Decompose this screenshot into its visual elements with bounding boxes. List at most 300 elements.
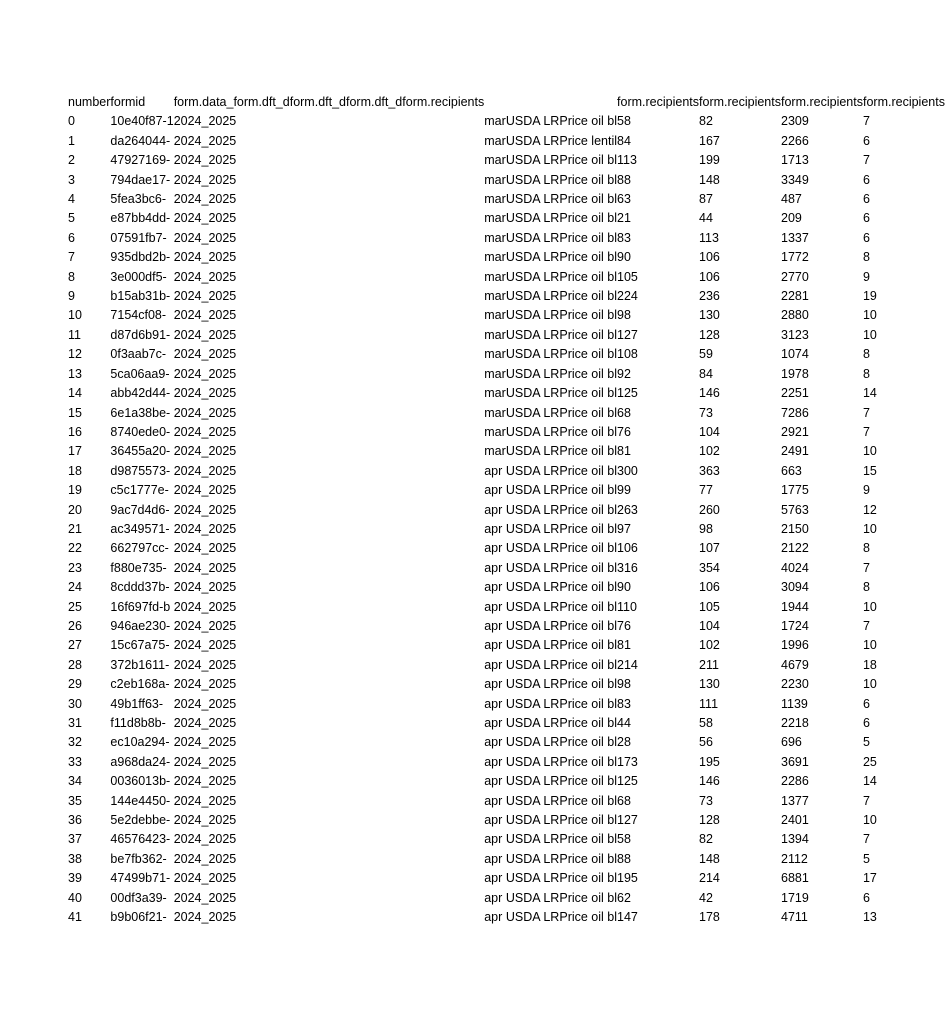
recipients-cell[interactable]: 7 [862,424,870,439]
number-cell[interactable]: 18 [68,463,82,478]
recipients-cell[interactable]: 110 [617,599,637,614]
recipients-cell[interactable]: 7286 [781,405,809,420]
recipients-cell[interactable]: 106 [617,541,638,556]
recipients-cell[interactable]: 82 [699,114,713,129]
period-cell[interactable]: 2024_2025 [173,211,237,226]
number-cell[interactable]: 7 [68,250,75,265]
formid-cell[interactable]: ec10a294- [110,735,170,750]
recipients-cell[interactable]: 104 [699,618,720,633]
program-cell[interactable]: USDA LRP [505,890,568,905]
recipients-cell[interactable]: 5 [862,851,870,866]
recipients-cell[interactable]: 211 [699,657,719,672]
month-cell[interactable]: mar [484,133,506,148]
commodity-cell[interactable]: rice oil bl [567,192,618,207]
formid-cell[interactable]: 36455a20- [110,444,171,459]
recipients-cell[interactable]: 44 [617,716,631,730]
period-cell[interactable]: 2024_2025 [173,366,237,381]
recipients-cell[interactable]: 9 [862,483,870,498]
recipients-cell[interactable]: 83 [617,230,631,245]
column-header[interactable]: form.recipients [862,95,945,109]
recipients-cell[interactable]: 147 [617,910,638,925]
formid-cell[interactable]: 0f3aab7c- [110,347,167,362]
period-cell[interactable]: 2024_2025 [173,618,237,633]
period-cell[interactable]: 2024_2025 [173,269,237,284]
recipients-cell[interactable]: 62 [617,890,631,905]
period-cell[interactable]: 2024_2025 [173,502,237,517]
commodity-cell[interactable]: rice oil bl [567,851,618,866]
number-cell[interactable]: 20 [68,502,82,517]
formid-cell[interactable]: 662797cc- [110,541,169,556]
recipients-cell[interactable]: 73 [699,405,713,420]
period-cell[interactable]: 2024_2025 [173,871,237,886]
recipients-cell[interactable]: 18 [862,657,877,672]
number-cell[interactable]: 21 [68,521,82,536]
number-cell[interactable]: 28 [68,657,82,672]
period-cell[interactable]: 2024_2025 [173,405,237,420]
month-cell[interactable]: apr [484,541,503,556]
column-header[interactable]: form.data_form.dft_dform.dft_dform.dft_dform.recipients [173,95,485,109]
period-cell[interactable]: 2024_2025 [173,696,237,711]
period-cell[interactable]: 2024_2025 [173,424,237,439]
commodity-cell[interactable]: rice oil bl [567,580,618,595]
column-header[interactable] [568,93,617,112]
recipients-cell[interactable]: 2150 [781,521,809,536]
month-cell[interactable]: apr [484,774,503,789]
formid-cell[interactable]: 47499b71- [110,871,171,886]
commodity-cell[interactable]: rice oil bl [567,677,618,692]
recipients-cell[interactable]: 6 [862,716,870,730]
recipients-cell[interactable]: 6 [862,133,870,148]
period-cell[interactable]: 2024_2025 [173,133,237,148]
period-cell[interactable]: 2024_2025 [173,192,237,207]
number-cell[interactable]: 9 [68,289,75,304]
recipients-cell[interactable]: 8 [862,541,870,556]
recipients-cell[interactable]: 127 [617,327,638,342]
number-cell[interactable]: 22 [68,541,82,556]
month-cell[interactable]: mar [484,269,506,284]
recipients-cell[interactable]: 7 [862,832,870,847]
recipients-cell[interactable]: 696 [781,735,802,750]
program-cell[interactable]: USDA LRP [505,269,568,284]
number-cell[interactable]: 26 [68,618,82,633]
commodity-cell[interactable]: rice oil bl [567,327,618,342]
recipients-cell[interactable]: 68 [617,793,631,808]
commodity-cell[interactable]: rice oil bl [567,114,618,129]
period-cell[interactable]: 2024_2025 [173,599,237,614]
period-cell[interactable]: 2024_2025 [173,754,237,769]
program-cell[interactable]: USDA LRP [505,289,568,304]
recipients-cell[interactable]: 8 [862,580,870,595]
period-cell[interactable]: 2024_2025 [173,657,237,672]
commodity-cell[interactable]: rice oil bl [567,250,618,265]
number-cell[interactable]: 27 [68,638,82,653]
recipients-cell[interactable]: 4679 [781,657,809,672]
period-cell[interactable]: 2024_2025 [173,910,237,925]
program-cell[interactable]: USDA LRP [505,735,568,750]
program-cell[interactable]: USDA LRP [505,560,568,575]
recipients-cell[interactable]: 487 [781,192,802,207]
commodity-cell[interactable]: rice oil bl [567,910,618,925]
number-cell[interactable]: 13 [68,366,82,381]
period-cell[interactable]: 2024_2025 [173,386,237,401]
commodity-cell[interactable]: rice oil bl [567,424,618,439]
recipients-cell[interactable]: 104 [699,424,720,439]
number-cell[interactable]: 36 [68,813,82,828]
recipients-cell[interactable]: 14 [862,774,877,789]
commodity-cell[interactable]: rice oil bl [567,211,618,226]
program-cell[interactable]: USDA LRP [505,483,568,498]
recipients-cell[interactable]: 4024 [781,560,809,575]
program-cell[interactable]: USDA LRP [505,463,568,478]
period-cell[interactable]: 2024_2025 [173,444,237,459]
formid-cell[interactable]: 0036013b- [110,774,171,789]
program-cell[interactable]: USDA LRP [505,386,568,401]
recipients-cell[interactable]: 10 [862,599,877,614]
recipients-cell[interactable]: 84 [699,366,713,381]
recipients-cell[interactable]: 6 [862,211,870,226]
period-cell[interactable]: 2024_2025 [173,580,237,595]
recipients-cell[interactable]: 6 [862,230,870,245]
month-cell[interactable]: mar [484,211,506,226]
period-cell[interactable]: 2024_2025 [173,327,237,342]
recipients-cell[interactable]: 106 [699,250,720,265]
period-cell[interactable]: 2024_2025 [173,250,237,265]
recipients-cell[interactable]: 300 [617,463,638,478]
recipients-cell[interactable]: 10 [862,677,877,692]
program-cell[interactable]: USDA LRP [505,521,568,536]
formid-cell[interactable]: 946ae230- [110,618,171,633]
recipients-cell[interactable]: 105 [699,599,720,614]
month-cell[interactable]: apr [484,463,503,478]
formid-cell[interactable]: 5ca06aa9- [110,366,170,381]
commodity-cell[interactable]: rice oil bl [567,366,618,381]
number-cell[interactable]: 3 [68,172,75,187]
month-cell[interactable]: apr [484,599,503,614]
formid-cell[interactable]: 5fea3bc6- [110,192,167,207]
number-cell[interactable]: 39 [68,871,82,886]
program-cell[interactable]: USDA LRP [505,832,568,847]
period-cell[interactable]: 2024_2025 [173,347,237,362]
month-cell[interactable]: mar [484,405,506,420]
recipients-cell[interactable]: 98 [617,677,631,692]
column-header[interactable]: form.recipients [699,95,781,109]
recipients-cell[interactable]: 6 [862,192,870,207]
formid-cell[interactable]: c2eb168a- [110,677,170,692]
recipients-cell[interactable]: 3123 [781,327,809,342]
formid-cell[interactable]: 6e1a38be- [110,405,171,420]
program-cell[interactable]: USDA LRP [505,599,568,614]
recipients-cell[interactable]: 82 [699,832,713,847]
program-cell[interactable]: USDA LRP [505,851,568,866]
period-cell[interactable]: 2024_2025 [173,677,237,692]
number-cell[interactable]: 33 [68,754,82,769]
recipients-cell[interactable]: 8 [862,347,870,362]
recipients-cell[interactable]: 2281 [781,289,809,304]
recipients-cell[interactable]: 5763 [781,502,809,517]
period-cell[interactable]: 2024_2025 [173,716,237,730]
recipients-cell[interactable]: 195 [617,871,638,886]
program-cell[interactable]: USDA LRP [505,308,568,323]
formid-cell[interactable]: b15ab31b- [110,289,171,304]
recipients-cell[interactable]: 88 [617,851,631,866]
recipients-cell[interactable]: 99 [617,483,631,498]
month-cell[interactable]: apr [484,580,503,595]
period-cell[interactable]: 2024_2025 [173,774,237,789]
recipients-cell[interactable]: 58 [699,716,713,730]
recipients-cell[interactable]: 130 [699,308,720,323]
recipients-cell[interactable]: 263 [617,502,638,517]
recipients-cell[interactable]: 10 [862,308,877,323]
month-cell[interactable]: mar [484,424,506,439]
recipients-cell[interactable]: 10 [862,638,877,653]
formid-cell[interactable]: 00df3a39- [110,890,167,905]
formid-cell[interactable]: ac349571- [110,521,170,536]
recipients-cell[interactable]: 2230 [781,677,809,692]
recipients-cell[interactable]: 77 [699,483,713,498]
formid-cell[interactable]: be7fb362- [110,851,167,866]
recipients-cell[interactable]: 2112 [781,851,808,866]
recipients-cell[interactable]: 21 [617,211,631,226]
program-cell[interactable]: USDA LRP [505,502,568,517]
commodity-cell[interactable]: rice oil bl [567,871,618,886]
period-cell[interactable]: 2024_2025 [173,521,237,536]
commodity-cell[interactable]: rice oil bl [567,308,618,323]
number-cell[interactable]: 41 [68,910,82,925]
formid-cell[interactable]: 49b1ff63- [110,696,164,711]
recipients-cell[interactable]: 102 [699,444,720,459]
recipients-cell[interactable]: 73 [699,793,713,808]
month-cell[interactable]: mar [484,114,506,129]
recipients-cell[interactable]: 1719 [781,890,809,905]
recipients-cell[interactable]: 7 [862,618,870,633]
number-cell[interactable]: 25 [68,599,82,614]
recipients-cell[interactable]: 4711 [781,910,808,925]
column-header[interactable]: number [68,95,111,109]
recipients-cell[interactable]: 6 [862,172,870,187]
formid-cell[interactable]: da264044- [110,133,171,148]
month-cell[interactable]: apr [484,910,503,925]
recipients-cell[interactable]: 113 [699,230,719,245]
recipients-cell[interactable]: 7 [862,153,870,168]
month-cell[interactable]: apr [484,813,503,828]
recipients-cell[interactable]: 59 [699,347,713,362]
commodity-cell[interactable]: rice oil bl [567,483,618,498]
recipients-cell[interactable]: 44 [699,211,713,226]
formid-cell[interactable]: d9875573- [110,463,171,478]
number-cell[interactable]: 35 [68,793,82,808]
recipients-cell[interactable]: 14 [862,386,877,401]
recipients-cell[interactable]: 1139 [781,696,808,711]
recipients-cell[interactable]: 1978 [781,366,809,381]
recipients-cell[interactable]: 12 [862,502,877,517]
period-cell[interactable]: 2024_2025 [173,230,237,245]
number-cell[interactable]: 5 [68,211,75,226]
program-cell[interactable]: USDA LRP [505,230,568,245]
recipients-cell[interactable]: 2921 [781,424,809,439]
recipients-cell[interactable]: 2491 [781,444,809,459]
period-cell[interactable]: 2024_2025 [173,172,237,187]
period-cell[interactable]: 2024_2025 [173,560,237,575]
recipients-cell[interactable]: 9 [862,269,870,284]
column-header[interactable] [484,93,506,112]
month-cell[interactable]: apr [484,832,503,847]
formid-cell[interactable]: b9b06f21- [110,910,167,925]
recipients-cell[interactable]: 13 [862,910,877,925]
number-cell[interactable]: 12 [68,347,82,362]
recipients-cell[interactable]: 1713 [781,153,809,168]
recipients-cell[interactable]: 178 [699,910,720,925]
number-cell[interactable]: 30 [68,696,82,711]
recipients-cell[interactable]: 19 [862,289,877,304]
recipients-cell[interactable]: 2401 [781,813,809,828]
recipients-cell[interactable]: 84 [617,133,631,148]
recipients-cell[interactable]: 7 [862,114,870,129]
month-cell[interactable]: apr [484,657,503,672]
period-cell[interactable]: 2024_2025 [173,793,237,808]
month-cell[interactable]: apr [484,502,503,517]
recipients-cell[interactable]: 260 [699,502,720,517]
recipients-cell[interactable]: 7 [862,793,870,808]
number-cell[interactable]: 38 [68,851,82,866]
program-cell[interactable]: USDA LRP [505,793,568,808]
recipients-cell[interactable]: 1775 [781,483,809,498]
program-cell[interactable]: USDA LRP [505,153,568,168]
commodity-cell[interactable]: rice oil bl [567,890,618,905]
commodity-cell[interactable]: rice oil bl [567,172,618,187]
recipients-cell[interactable]: 15 [862,463,877,478]
recipients-cell[interactable]: 1724 [781,618,809,633]
month-cell[interactable]: mar [484,172,506,187]
recipients-cell[interactable]: 3349 [781,172,809,187]
column-header[interactable]: formid [110,95,146,109]
recipients-cell[interactable]: 58 [617,114,631,129]
commodity-cell[interactable]: rice oil bl [567,347,618,362]
recipients-cell[interactable]: 130 [699,677,720,692]
formid-cell[interactable]: 10e40f87-1 [110,114,174,129]
recipients-cell[interactable]: 81 [617,638,631,653]
program-cell[interactable]: USDA LRP [505,133,568,148]
number-cell[interactable]: 24 [68,580,82,595]
month-cell[interactable]: mar [484,347,506,362]
column-header[interactable]: form.recipients [617,95,700,109]
recipients-cell[interactable]: 354 [699,560,720,575]
period-cell[interactable]: 2024_2025 [173,289,237,304]
period-cell[interactable]: 2024_2025 [173,735,237,750]
recipients-cell[interactable]: 2309 [781,114,809,129]
program-cell[interactable]: USDA LRP [505,716,568,730]
period-cell[interactable]: 2024_2025 [173,890,237,905]
commodity-cell[interactable]: rice oil bl [567,735,618,750]
program-cell[interactable]: USDA LRP [505,444,568,459]
recipients-cell[interactable]: 90 [617,580,631,595]
number-cell[interactable]: 0 [68,114,75,129]
recipients-cell[interactable]: 8 [862,250,870,265]
recipients-cell[interactable]: 90 [617,250,631,265]
recipients-cell[interactable]: 28 [617,735,631,750]
recipients-cell[interactable]: 125 [617,386,638,401]
recipients-cell[interactable]: 106 [699,269,720,284]
month-cell[interactable]: mar [484,366,506,381]
month-cell[interactable]: apr [484,696,503,711]
month-cell[interactable]: mar [484,308,506,323]
recipients-cell[interactable]: 83 [617,696,631,711]
formid-cell[interactable]: f11d8b8b- [110,716,166,730]
recipients-cell[interactable]: 1337 [781,230,809,245]
recipients-cell[interactable]: 113 [617,153,637,168]
number-cell[interactable]: 40 [68,890,82,905]
period-cell[interactable]: 2024_2025 [173,813,237,828]
recipients-cell[interactable]: 199 [699,153,720,168]
number-cell[interactable]: 16 [68,424,82,439]
number-cell[interactable]: 4 [68,192,75,207]
commodity-cell[interactable]: rice oil bl [567,774,618,789]
recipients-cell[interactable]: 127 [617,813,638,828]
program-cell[interactable]: USDA LRP [505,618,568,633]
recipients-cell[interactable]: 2880 [781,308,809,323]
formid-cell[interactable]: 46576423- [110,832,171,847]
program-cell[interactable]: USDA LRP [505,696,568,711]
recipients-cell[interactable]: 98 [617,308,631,323]
program-cell[interactable]: USDA LRP [505,754,568,769]
number-cell[interactable]: 17 [68,444,82,459]
recipients-cell[interactable]: 6 [862,696,870,711]
recipients-cell[interactable]: 1944 [781,599,809,614]
month-cell[interactable]: mar [484,230,506,245]
recipients-cell[interactable]: 128 [699,327,720,342]
number-cell[interactable]: 10 [68,308,82,323]
commodity-cell[interactable]: rice oil bl [567,657,618,672]
recipients-cell[interactable]: 92 [617,366,631,381]
formid-cell[interactable]: 5e2debbe- [110,813,171,828]
number-cell[interactable]: 14 [68,386,82,401]
number-cell[interactable]: 37 [68,832,82,847]
commodity-cell[interactable]: rice oil bl [567,230,618,245]
recipients-cell[interactable]: 10 [862,521,877,536]
month-cell[interactable]: apr [484,483,503,498]
recipients-cell[interactable]: 68 [617,405,631,420]
number-cell[interactable]: 23 [68,560,82,575]
month-cell[interactable]: apr [484,521,503,536]
formid-cell[interactable]: 16f697fd-b [110,599,171,614]
month-cell[interactable]: apr [484,638,503,653]
formid-cell[interactable]: e87bb4dd- [110,211,171,226]
formid-cell[interactable]: 07591fb7- [110,230,167,245]
month-cell[interactable]: apr [484,871,503,886]
recipients-cell[interactable]: 316 [617,560,638,575]
month-cell[interactable]: apr [484,793,503,808]
recipients-cell[interactable]: 236 [699,289,720,304]
commodity-cell[interactable]: rice oil bl [567,793,618,808]
recipients-cell[interactable]: 76 [617,424,631,439]
formid-cell[interactable]: 8740ede0- [110,424,171,439]
recipients-cell[interactable]: 224 [617,289,638,304]
formid-cell[interactable]: 935dbd2b- [110,250,171,265]
recipients-cell[interactable]: 167 [699,133,720,148]
commodity-cell[interactable]: rice oil bl [567,444,618,459]
period-cell[interactable]: 2024_2025 [173,463,237,478]
recipients-cell[interactable]: 2218 [781,716,809,730]
recipients-cell[interactable]: 1394 [781,832,809,847]
period-cell[interactable]: 2024_2025 [173,114,237,129]
column-header[interactable] [506,93,568,112]
recipients-cell[interactable]: 63 [617,192,631,207]
formid-cell[interactable]: f880e735- [110,560,167,575]
recipients-cell[interactable]: 148 [699,851,720,866]
month-cell[interactable]: apr [484,890,503,905]
recipients-cell[interactable]: 107 [699,541,720,556]
recipients-cell[interactable]: 87 [699,192,713,207]
commodity-cell[interactable]: rice lentil [567,133,618,148]
